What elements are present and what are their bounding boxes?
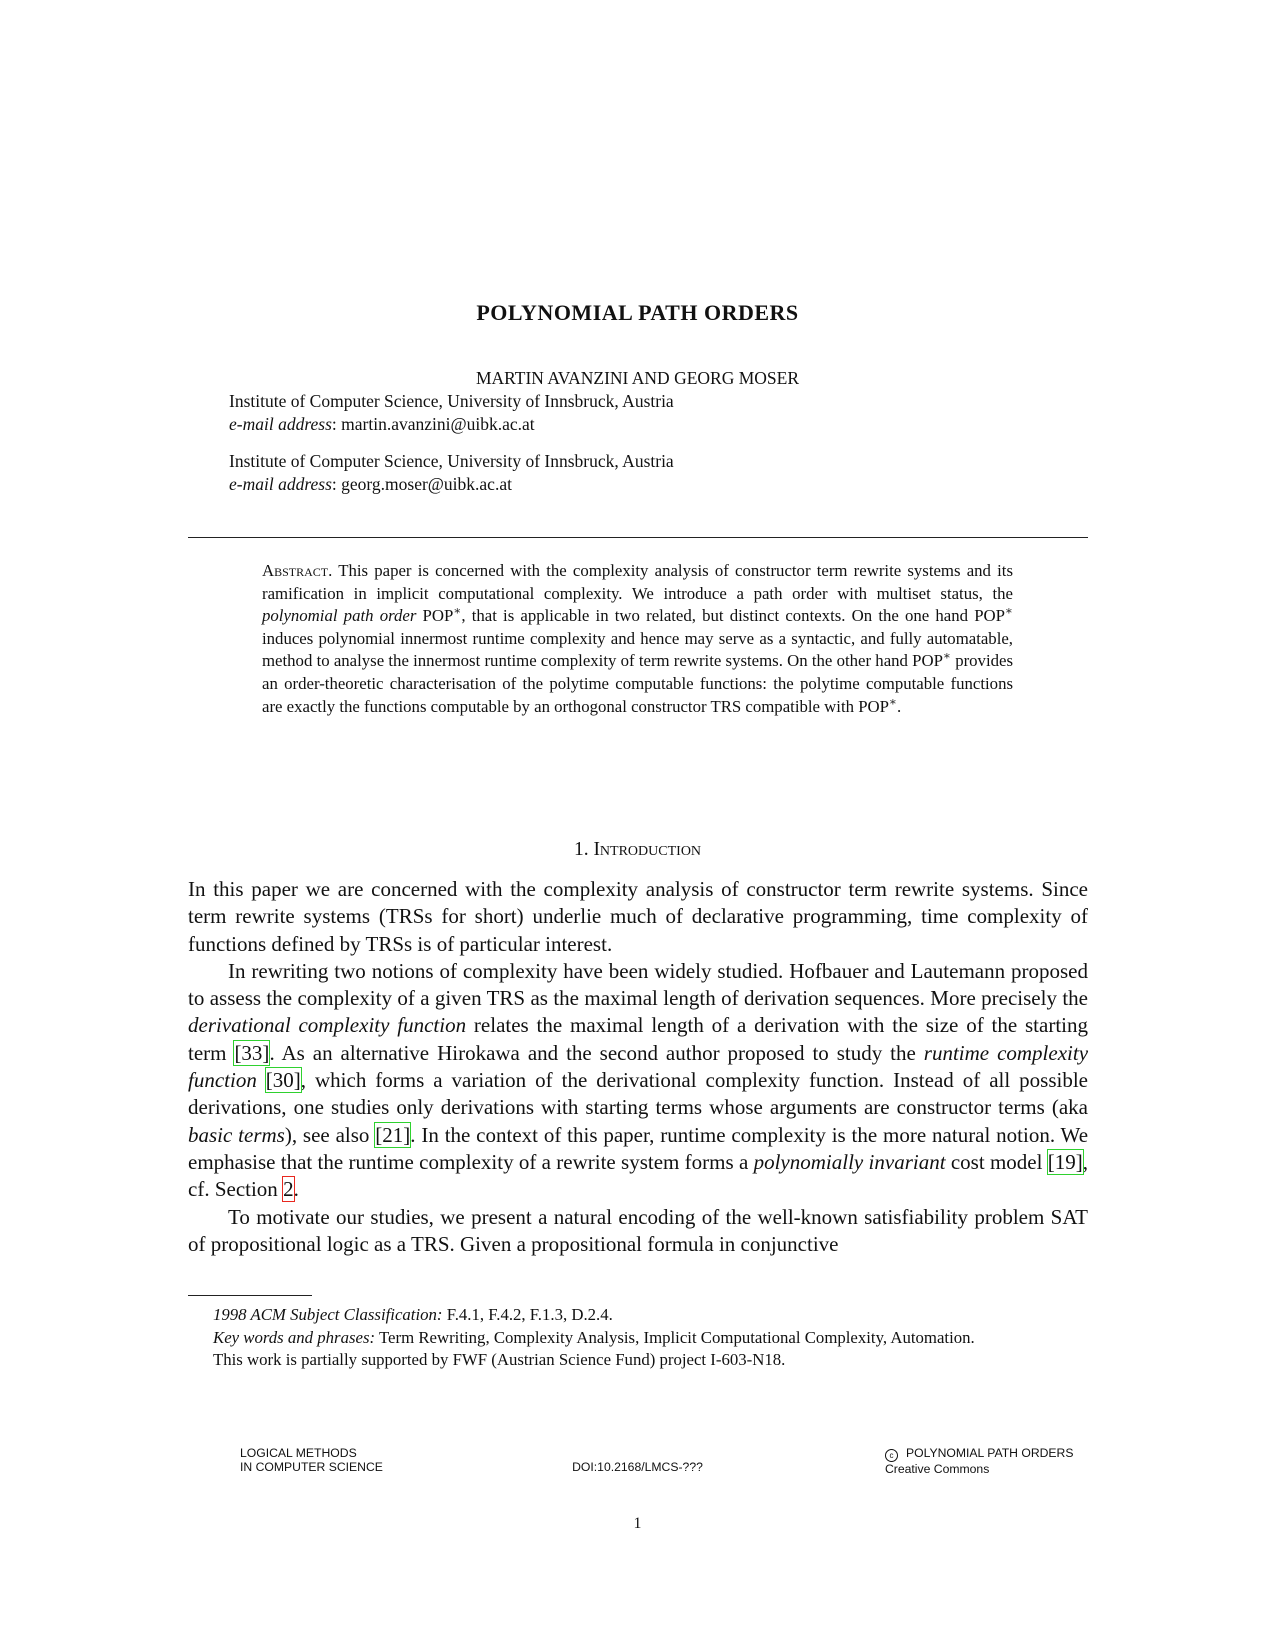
footnote-keywords <box>188 1327 1088 1350</box>
copyright-line <box>885 1446 1074 1462</box>
emphasis: runtime complexity function <box>188 1040 1089 1093</box>
pop-term: POP <box>422 606 454 626</box>
citation-link[interactable]: [21] <box>375 1122 411 1147</box>
paragraph <box>188 958 1088 1204</box>
paragraph-text: , cf. Section <box>188 1149 1088 1202</box>
journal-name-line: IN COMPUTER SCIENCE <box>240 1460 383 1474</box>
abstract-text: provides an order-theoretic characterisation of the polytime computable functions: the polytime computable functions are exactly the functions computable by an orthogonal constructor TRS compatible with <box>262 651 1013 716</box>
paragraph-text: relates the maximal length of a derivation with the size of the starting term <box>188 1013 1088 1065</box>
section-number: 1. <box>573 839 589 860</box>
star-superscript: ∗ <box>453 604 462 618</box>
emphasis: derivational complexity function <box>188 1013 467 1038</box>
paragraph-text: . In the context of this paper, runtime complexity is the more natural notion. We emphasise that the runtime complexity of a rewrite system forms a <box>188 1122 1089 1174</box>
footnotes <box>188 1304 1088 1372</box>
abstract-emphasis: polynomial path order <box>262 606 417 626</box>
footnote-label: 1998 ACM Subject Classification: <box>213 1305 443 1324</box>
abstract-text: , that is applicable in two related, but distinct contexts. On the one hand <box>461 606 969 626</box>
affiliation-1 <box>229 390 674 436</box>
section-reference-link[interactable]: 2 <box>283 1177 294 1202</box>
copyright-block <box>885 1446 1074 1476</box>
section-heading <box>0 839 1275 861</box>
emphasis: polynomially invariant <box>753 1149 946 1174</box>
paragraph-text: . As an alternative Hirokawa and the second author proposed to study the <box>269 1040 916 1065</box>
star-superscript: ∗ <box>1005 604 1013 618</box>
paragraph-text: cost model <box>950 1149 1043 1174</box>
affiliation-2 <box>229 450 674 496</box>
paper-title: POLYNOMIAL PATH ORDERS <box>476 300 799 325</box>
paragraph-text: , which forms a variation of the derivational complexity function. Instead of all possible derivations, one studies only derivations with starting terms whose arguments are constructor terms (aka <box>188 1068 1088 1120</box>
doi: DOI:10.2168/LMCS-??? <box>572 1460 703 1474</box>
paragraph-text: . <box>293 1177 299 1202</box>
emphasis: basic terms <box>188 1122 285 1147</box>
footnote-acm <box>188 1304 1088 1327</box>
citation-link[interactable]: [30] <box>265 1068 301 1093</box>
citation-link[interactable]: [19] <box>1047 1149 1083 1174</box>
star-superscript: ∗ <box>942 649 951 663</box>
pop-term: POP <box>858 696 890 716</box>
star-superscript: ∗ <box>889 694 898 708</box>
abstract-text: . <box>897 696 902 716</box>
affiliation-email-line: e-mail address: georg.moser@uibk.ac.at <box>229 474 512 494</box>
footnote-value: F.4.1, F.4.2, F.1.3, D.2.4. <box>446 1305 613 1324</box>
email-label: e-mail address <box>229 474 332 494</box>
abstract-label: Abstract. <box>262 561 333 580</box>
abstract-text: induces polynomial innermost runtime complexity and hence may serve as a syntactic, and fully automatable, method to analyse the innermost runtime complexity of term rewrite systems. On the other hand <box>262 628 1013 671</box>
paragraph-text: In rewriting two notions of complexity have been widely studied. Hofbauer and Lautemann proposed to assess the complexity of a given TRS as the maximal length of derivation sequences. More precisely the <box>188 958 1088 1011</box>
pop-term: POP <box>974 606 1005 626</box>
email-address: martin.avanzini@uibk.ac.at <box>341 414 535 434</box>
paragraph: To motivate our studies, we present a natural encoding of the well-known satisfiability problem SAT of propositional logic as a TRS. Given a propositional formula in conjunctive <box>188 1204 1088 1256</box>
citation-link[interactable]: [33] <box>234 1040 270 1065</box>
paragraph: In this paper we are concerned with the complexity analysis of constructor term rewrite systems. Since term rewrite systems (TRSs for short) underlie much of declarative programming, time complexity of functions defined by TRSs is of particular interest. <box>188 877 1088 956</box>
copyright-icon: c <box>885 1449 898 1462</box>
paragraph-text: ), see also <box>284 1122 370 1147</box>
abstract-text: This paper is concerned with the complexity analysis of constructor term rewrite systems and its ramification in implicit computational complexity. We introduce a path order with multiset status, the <box>262 561 1013 603</box>
affiliation-institution: Institute of Computer Science, University of Innsbruck, Austria <box>229 391 674 411</box>
affiliation-email-line: e-mail address: martin.avanzini@uibk.ac.at <box>229 414 535 434</box>
header-divider <box>188 537 1088 538</box>
paper-authors: MARTIN AVANZINI AND GEORG MOSER <box>475 368 800 388</box>
email-address: georg.moser@uibk.ac.at <box>341 474 512 494</box>
abstract <box>262 560 1013 718</box>
license-name: Creative Commons <box>885 1462 990 1476</box>
footnote-value: Term Rewriting, Complexity Analysis, Implicit Computational Complexity, Automation. <box>378 1327 975 1347</box>
footnote-label: Key words and phrases: <box>213 1327 376 1347</box>
footnote-support: This work is partially supported by FWF (Austrian Science Fund) project I-603-N18. <box>213 1350 786 1369</box>
copyright-title: POLYNOMIAL PATH ORDERS <box>906 1446 1074 1460</box>
page-number: 1 <box>633 1515 642 1532</box>
pop-term: POP <box>912 651 943 671</box>
journal-name-line: LOGICAL METHODS <box>240 1446 357 1460</box>
email-label: e-mail address <box>229 414 332 434</box>
section-title: Introduction <box>593 839 702 860</box>
body-text <box>188 876 1088 1258</box>
footnote-divider <box>188 1295 312 1296</box>
affiliation-institution: Institute of Computer Science, University of Innsbruck, Austria <box>229 451 674 471</box>
